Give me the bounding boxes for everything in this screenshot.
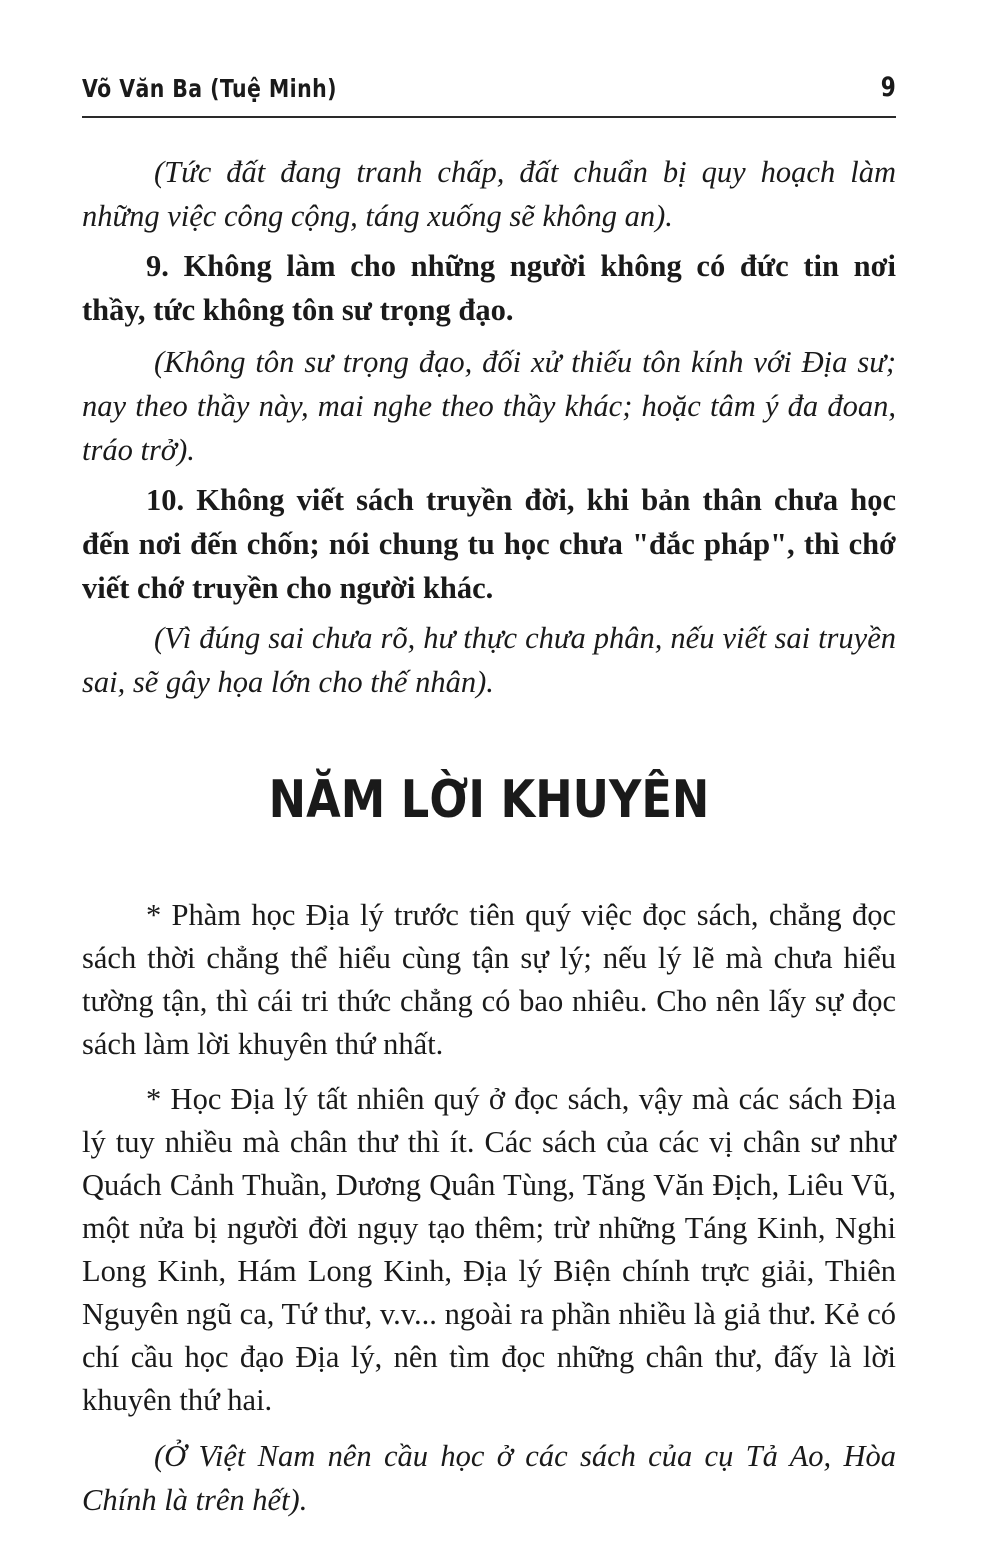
section-title: NĂM LỜI KHUYÊN bbox=[268, 770, 710, 830]
paragraph-italic-note: (Vì đúng sai chưa rõ, hư thực chưa phân, nếu viết sai truyền sai, sẽ gây họa lớn cho thế nhân). bbox=[82, 621, 896, 699]
page-number: 9 bbox=[880, 72, 896, 103]
paragraph-italic-note: (Tức đất đang tranh chấp, đất chuẩn bị quy hoạch làm những việc công cộng, táng xuống sẽ không an). bbox=[82, 155, 896, 233]
paragraph-italic-note: (Không tôn sư trọng đạo, đối xử thiếu tôn kính với Địa sư; nay theo thầy này, mai nghe theo thầy khác; hoặc tâm ý đa đoan, tráo trở). bbox=[82, 345, 896, 467]
paragraph-rule-10: 10. Không viết sách truyền đời, khi bản thân chưa học đến nơi đến chốn; nói chung tu học chưa "đắc pháp", thì chớ viết chớ truyền cho người khác. bbox=[82, 483, 896, 605]
header-author: Võ Văn Ba (Tuệ Minh) bbox=[82, 74, 337, 103]
paragraph-advice-1: * Phàm học Địa lý trước tiên quý việc đọc sách, chẳng đọc sách thời chẳng thể hiểu cùng tận sự lý; nếu lý lẽ mà chưa hiểu tường tận, thì cái tri thức chẳng có bao nhiêu. Cho nên lấy sự đọc sách làm lời khuyên thứ nhất. bbox=[82, 898, 896, 1061]
paragraph-italic-note: (Ở Việt Nam nên cầu học ở các sách của cụ Tả Ao, Hòa Chính là trên hết). bbox=[82, 1439, 896, 1517]
section-body bbox=[82, 894, 896, 1522]
paragraph-advice-2: * Học Địa lý tất nhiên quý ở đọc sách, vậy mà các sách Địa lý tuy nhiều mà chân thư thì ít. Các sách của các vị chân sư như Quách Cảnh Thuần, Dương Quân Tùng, Tăng Văn Địch, Liêu Vũ, một nửa bị người đời ngụy tạo thêm; trừ những Táng Kinh, Nghi Long Kinh, Hám Long Kinh, Địa lý Biện chính trực giải, Thiên Nguyên ngũ ca, Tứ thư, v.v... ngoài ra phần nhiều là giả thư. Kẻ có chí cầu học đạo Địa lý, nên tìm đọc những chân thư, đấy là lời khuyên thứ hai. bbox=[82, 1082, 896, 1417]
paragraph-rule-9: 9. Không làm cho những người không có đức tin nơi thầy, tức không tôn sư trọng đạo. bbox=[82, 249, 896, 327]
running-header bbox=[82, 66, 896, 118]
page-content bbox=[82, 150, 896, 1522]
